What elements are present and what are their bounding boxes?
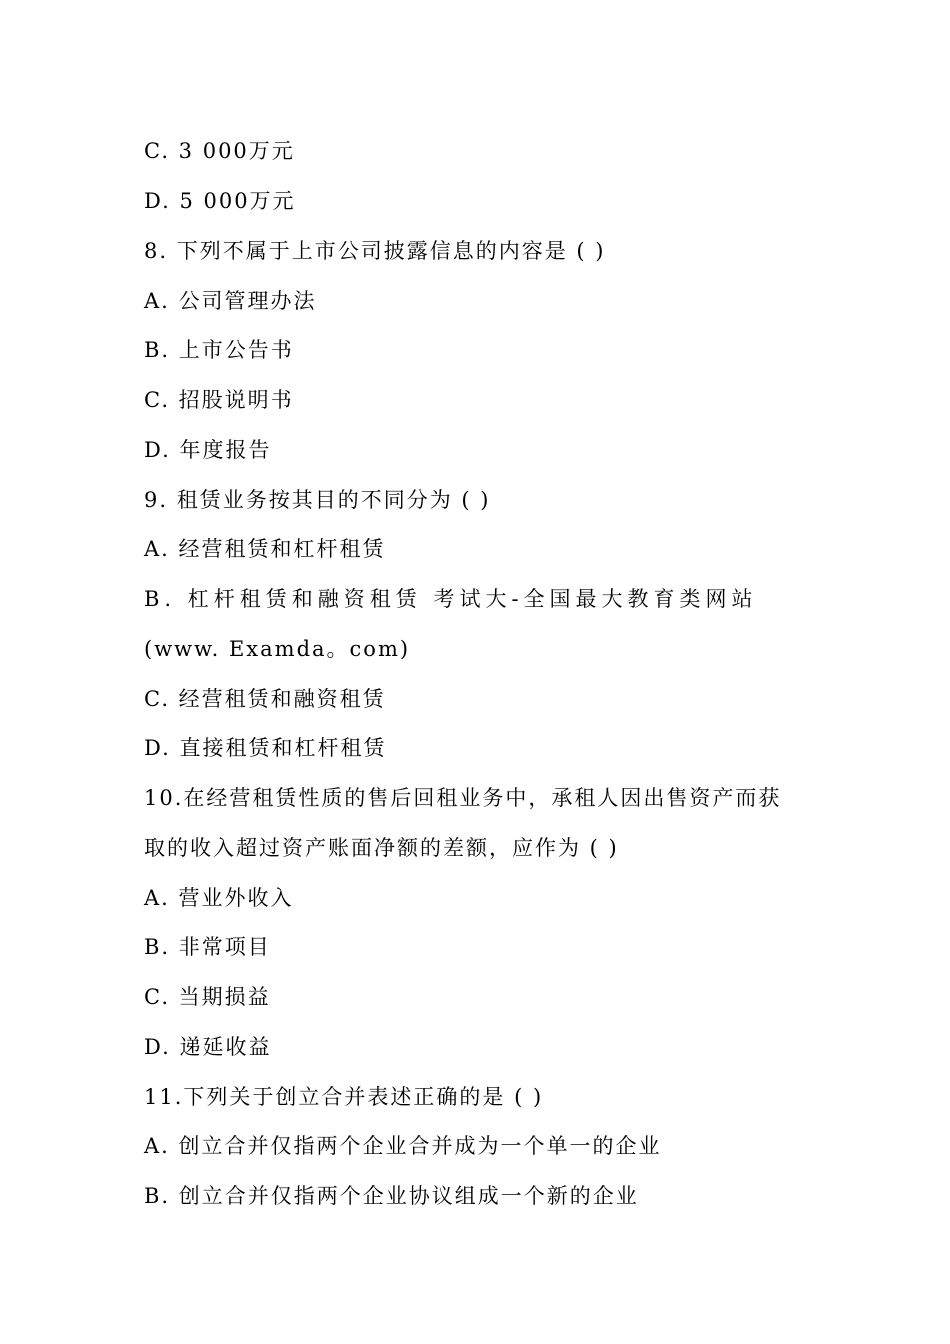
option-line: D. 递延收益 (144, 1035, 272, 1059)
option-line: D. 年度报告 (144, 438, 272, 462)
option-line: A. 经营租赁和杠杆租赁 (144, 537, 386, 561)
option-line: B. 上市公告书 (144, 338, 294, 362)
option-line: C. 当期损益 (144, 985, 271, 1009)
option-line: B. 创立合并仅指两个企业协议组成一个新的企业 (144, 1184, 639, 1208)
option-line: C. 3 000万元 (144, 139, 295, 163)
option-line-continued: (www. Examda。com) (144, 637, 411, 661)
question-line: 10.在经营租赁性质的售后回租业务中，承租人因出售资产而获 (144, 786, 782, 810)
option-line: D. 直接租赁和杠杆租赁 (144, 736, 387, 760)
option-line: B. 杠杆租赁和融资租赁 考试大-全国最大教育类网站 (144, 587, 758, 611)
option-line: D. 5 000万元 (144, 189, 296, 213)
question-line: 8. 下列不属于上市公司披露信息的内容是 ( ) (144, 239, 606, 263)
question-line-continued: 取的收入超过资产账面净额的差额，应作为 ( ) (144, 836, 619, 860)
option-line: C. 经营租赁和融资租赁 (144, 687, 386, 711)
question-line: 11.下列关于创立合并表述正确的是 ( ) (144, 1085, 544, 1109)
option-line: B. 非常项目 (144, 935, 271, 959)
option-line: A. 创立合并仅指两个企业合并成为一个单一的企业 (144, 1134, 662, 1158)
option-line: A. 公司管理办法 (144, 289, 317, 313)
option-line: C. 招股说明书 (144, 388, 294, 412)
option-line: A. 营业外收入 (144, 886, 294, 910)
question-line: 9. 租赁业务按其目的不同分为 ( ) (144, 488, 491, 512)
